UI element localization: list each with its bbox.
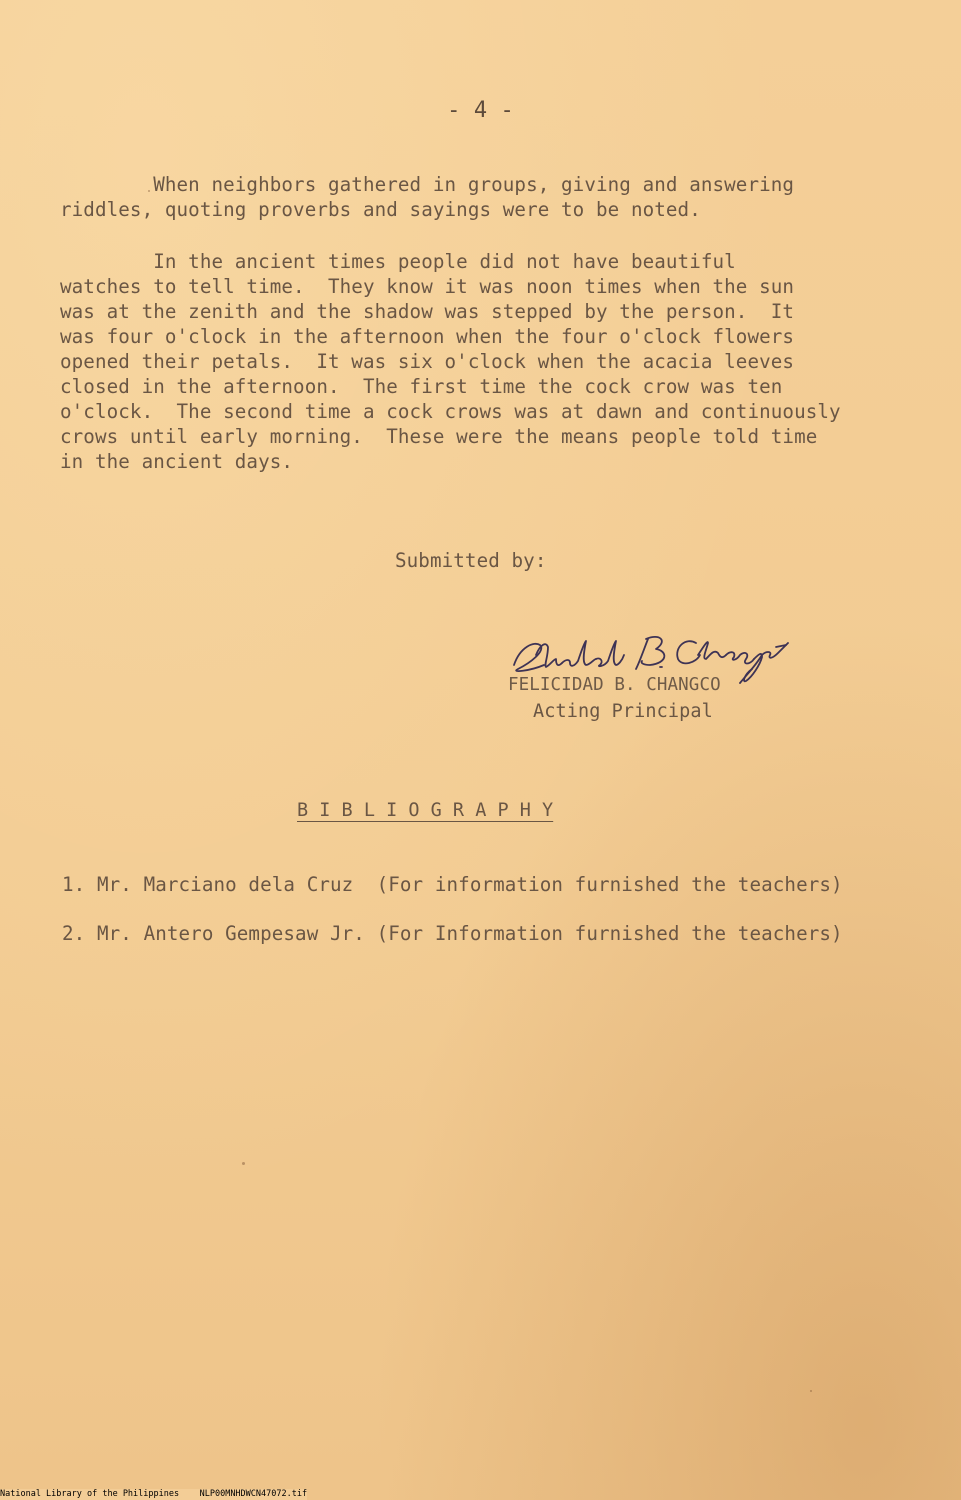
bibliography-heading: B I B L I O G R A P H Y	[297, 800, 554, 821]
paper-speck	[148, 190, 150, 192]
paragraph-telling-time: In the ancient times people did not have beautiful watches to tell time. They know it was noon times when the sun was at the zenith and the shadow was stepped by the person. It was four o'clock in the afternoon when the four o'clock flowers opened their petals. It was six o'clock when the acacia leeves closed in the afternoon. The first time the cock crow was ten o'clock. The second time a cock crows was at dawn and continuously crows until early morning. These were the means people told time in the ancient days.	[60, 250, 841, 473]
footer-library: National Library of the Philippines	[0, 1489, 180, 1499]
bibliography-item: 2. Mr. Antero Gempesaw Jr. (For Information furnished the teachers)	[62, 922, 843, 945]
paragraph-riddles: When neighbors gathered in groups, giving and answering riddles, quoting proverbs and sayings were to be noted.	[60, 173, 795, 221]
submitted-by-label: Submitted by:	[395, 549, 547, 572]
paper-speck	[810, 1390, 812, 1392]
signatory-title: Acting Principal	[533, 701, 713, 722]
footer-filename: NLP00MNHDWCN47072.tif	[199, 1489, 308, 1499]
signature-block	[500, 625, 800, 735]
bibliography-item: 1. Mr. Marciano dela Cruz (For information furnished the teachers)	[62, 873, 843, 896]
paper-speck	[242, 1162, 245, 1165]
signatory-name: FELICIDAD B. CHANGCO	[508, 675, 721, 695]
page-number: - 4 -	[447, 98, 514, 123]
archive-footer	[0, 1489, 307, 1500]
